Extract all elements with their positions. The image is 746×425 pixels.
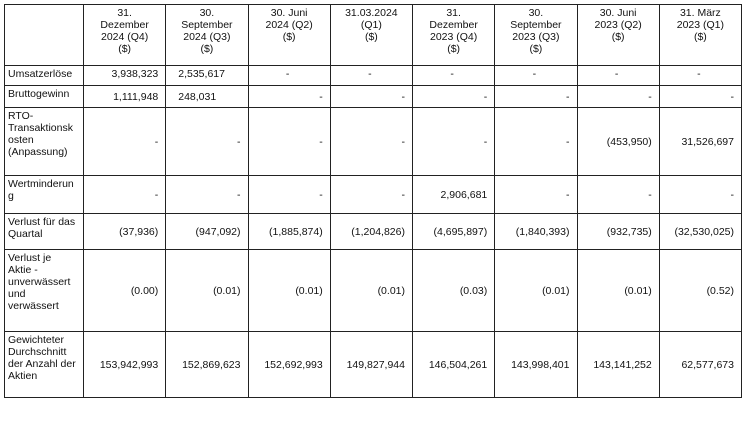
column-header: 30. Juni 2023 (Q2) ($) bbox=[577, 5, 659, 66]
table-cell: - bbox=[577, 86, 659, 108]
table-cell: - bbox=[330, 108, 412, 176]
table-cell: 3,938,323 bbox=[84, 66, 166, 86]
row-label: RTO- Transaktionsk osten (Anpassung) bbox=[5, 108, 84, 176]
table-cell: - bbox=[166, 108, 248, 176]
table-cell: - bbox=[495, 66, 577, 86]
header-corner-cell bbox=[5, 5, 84, 66]
table-cell: (0.01) bbox=[495, 250, 577, 332]
table-cell: (37,936) bbox=[84, 214, 166, 250]
column-header: 30. Juni 2024 (Q2) ($) bbox=[248, 5, 330, 66]
table-cell: 143,141,252 bbox=[577, 332, 659, 398]
table-cell: - bbox=[495, 176, 577, 214]
table-cell: 152,692,993 bbox=[248, 332, 330, 398]
row-label: Verlust je Aktie - unverwässert und verwässert bbox=[5, 250, 84, 332]
table-cell: (0.01) bbox=[166, 250, 248, 332]
table-cell: 2,535,617 bbox=[166, 66, 248, 86]
column-header: 30. September 2024 (Q3) ($) bbox=[166, 5, 248, 66]
row-label: Bruttogewinn bbox=[5, 86, 84, 108]
table-cell: - bbox=[166, 176, 248, 214]
table-cell: (0.52) bbox=[659, 250, 741, 332]
row-label: Verlust für das Quartal bbox=[5, 214, 84, 250]
table-cell: 2,906,681 bbox=[413, 176, 495, 214]
table-cell: (4,695,897) bbox=[413, 214, 495, 250]
table-cell: 31,526,697 bbox=[659, 108, 741, 176]
table-cell: (0.01) bbox=[330, 250, 412, 332]
table-cell: (0.03) bbox=[413, 250, 495, 332]
table-cell: 149,827,944 bbox=[330, 332, 412, 398]
table-cell: - bbox=[659, 66, 741, 86]
table-cell: - bbox=[248, 176, 330, 214]
row-label: Gewichteter Durchschnitt der Anzahl der Aktien bbox=[5, 332, 84, 398]
table-row bbox=[5, 176, 742, 214]
table-cell: - bbox=[577, 176, 659, 214]
table-cell: - bbox=[495, 86, 577, 108]
table-row bbox=[5, 250, 742, 332]
table-cell: 1,111,948 bbox=[84, 86, 166, 108]
table-cell: - bbox=[413, 86, 495, 108]
table-cell: - bbox=[330, 66, 412, 86]
column-header: 31.03.2024 (Q1) ($) bbox=[330, 5, 412, 66]
table-header-row bbox=[5, 5, 742, 66]
table-row bbox=[5, 214, 742, 250]
table-row bbox=[5, 66, 742, 86]
table-cell: - bbox=[413, 66, 495, 86]
table-cell: 153,942,993 bbox=[84, 332, 166, 398]
column-header: 31. Dezember 2024 (Q4) ($) bbox=[84, 5, 166, 66]
table-cell: 146,504,261 bbox=[413, 332, 495, 398]
table-cell: - bbox=[330, 86, 412, 108]
row-label: Umsatzerlöse bbox=[5, 66, 84, 86]
table-cell: (0.01) bbox=[248, 250, 330, 332]
table-cell: - bbox=[84, 108, 166, 176]
column-header: 31. März 2023 (Q1) ($) bbox=[659, 5, 741, 66]
column-header: 30. September 2023 (Q3) ($) bbox=[495, 5, 577, 66]
table-row bbox=[5, 86, 742, 108]
table-row bbox=[5, 332, 742, 398]
table-cell: - bbox=[413, 108, 495, 176]
table-cell: (1,885,874) bbox=[248, 214, 330, 250]
table-cell: - bbox=[330, 176, 412, 214]
table-cell: 248,031 bbox=[166, 86, 248, 108]
table-cell: - bbox=[84, 176, 166, 214]
table-cell: 143,998,401 bbox=[495, 332, 577, 398]
table-cell: (947,092) bbox=[166, 214, 248, 250]
table-cell: - bbox=[248, 66, 330, 86]
table-cell: (0.00) bbox=[84, 250, 166, 332]
table-cell: (32,530,025) bbox=[659, 214, 741, 250]
table-cell: 62,577,673 bbox=[659, 332, 741, 398]
table-row bbox=[5, 108, 742, 176]
table-cell: (453,950) bbox=[577, 108, 659, 176]
table-cell: (932,735) bbox=[577, 214, 659, 250]
table-cell: - bbox=[659, 86, 741, 108]
table-cell: - bbox=[495, 108, 577, 176]
table-cell: - bbox=[248, 86, 330, 108]
row-label: Wertminderun g bbox=[5, 176, 84, 214]
table-cell: 152,869,623 bbox=[166, 332, 248, 398]
table-cell: (1,204,826) bbox=[330, 214, 412, 250]
table-cell: (0.01) bbox=[577, 250, 659, 332]
quarterly-results-table bbox=[4, 4, 742, 398]
table-cell: (1,840,393) bbox=[495, 214, 577, 250]
table-cell: - bbox=[577, 66, 659, 86]
table-cell: - bbox=[659, 176, 741, 214]
table-cell: - bbox=[248, 108, 330, 176]
column-header: 31. Dezember 2023 (Q4) ($) bbox=[413, 5, 495, 66]
